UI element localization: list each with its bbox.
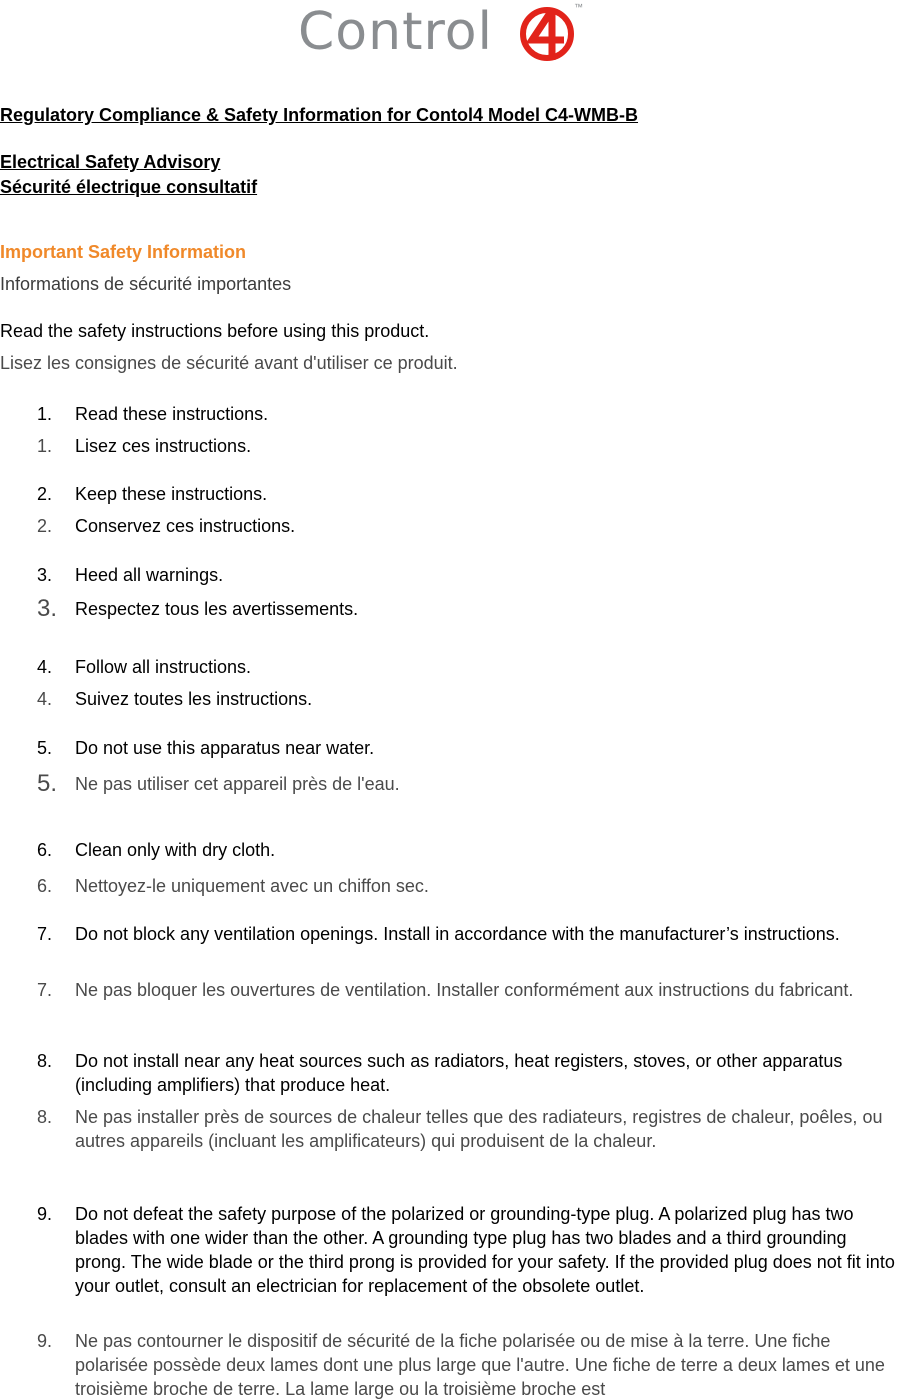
item-number: 3. [37, 565, 53, 585]
item-number: 4. [37, 689, 53, 709]
read-instructions-fr: Lisez les consignes de sécurité avant d'utiliser ce produit. [0, 353, 458, 373]
item-number: 8. [37, 1051, 53, 1071]
control4-four-icon [520, 0, 576, 66]
advisory-heading-fr: Sécurité électrique consultatif [0, 177, 258, 197]
item-text: Clean only with dry cloth. [75, 840, 276, 860]
important-heading-fr: Informations de sécurité importantes [0, 274, 292, 294]
item-text: Ne pas installer près de sources de chaleur telles que des radiateurs, registres de chaleur, poêles, ou autres appareils (incluant les amplificateurs) qui produisent de la chaleur. [75, 1107, 883, 1151]
item-text: Suivez toutes les instructions. [75, 689, 313, 709]
item-text: Do not use this apparatus near water. [75, 738, 375, 758]
read-instructions-en: Read the safety instructions before using this product. [0, 321, 430, 341]
item-number: 9. [37, 1331, 53, 1351]
item-number: 2. [37, 516, 53, 536]
item-number: 5. [37, 770, 58, 797]
advisory-heading-en: Electrical Safety Advisory [0, 152, 221, 172]
item-text: Keep these instructions. [75, 484, 268, 504]
item-text: Lisez ces instructions. [75, 436, 252, 456]
item-number: 7. [37, 980, 53, 1000]
item-number: 7. [37, 924, 53, 944]
control4-logo [298, 0, 598, 70]
trademark-mark: ™ [574, 2, 583, 12]
important-heading-en: Important Safety Information [0, 242, 247, 262]
item-text: Do not block any ventilation openings. Install in accordance with the manufacturer’s instructions. [75, 924, 840, 944]
item-text: Ne pas utiliser cet appareil près de l'eau. [75, 774, 400, 794]
item-number: 5. [37, 738, 53, 758]
logo-wordmark: Control [298, 2, 493, 62]
item-number: 1. [37, 436, 53, 456]
item-text: Read these instructions. [75, 404, 269, 424]
item-text: Conservez ces instructions. [75, 516, 296, 536]
document-title: Regulatory Compliance & Safety Information for Contol4 Model C4-WMB-B [0, 105, 639, 125]
item-text: Respectez tous les avertissements. [75, 599, 359, 619]
item-text: Follow all instructions. [75, 657, 252, 677]
item-number: 6. [37, 876, 53, 896]
item-number: 9. [37, 1204, 53, 1224]
item-number: 2. [37, 484, 53, 504]
item-number: 8. [37, 1107, 53, 1127]
item-text: Ne pas contourner le dispositif de sécurité de la fiche polarisée ou de mise à la terre. Une fiche polarisée possède deux lames dont une plus large que l'autre. Une fiche de terre a deux lames et une troisième broche de terre. La lame large ou la troisième broche est [75, 1331, 885, 1399]
item-text: Do not install near any heat sources such as radiators, heat registers, stoves, or other apparatus (including amplifiers) that produce heat. [75, 1051, 843, 1095]
item-text: Do not defeat the safety purpose of the polarized or grounding-type plug. A polarized plug has two blades with one wider than the other. A grounding type plug has two blades and a third grounding prong. The wide blade or the third prong is provided for your safety. If the provided plug does not fit into your outlet, consult an electrician for replacement of the obsolete outlet. [75, 1204, 895, 1296]
item-text: Heed all warnings. [75, 565, 224, 585]
item-text: Nettoyez-le uniquement avec un chiffon sec. [75, 876, 429, 896]
item-number: 4. [37, 657, 53, 677]
item-number: 3. [37, 595, 58, 622]
item-number: 1. [37, 404, 53, 424]
item-text: Ne pas bloquer les ouvertures de ventilation. Installer conformément aux instructions du fabricant. [75, 980, 854, 1000]
item-number: 6. [37, 840, 53, 860]
